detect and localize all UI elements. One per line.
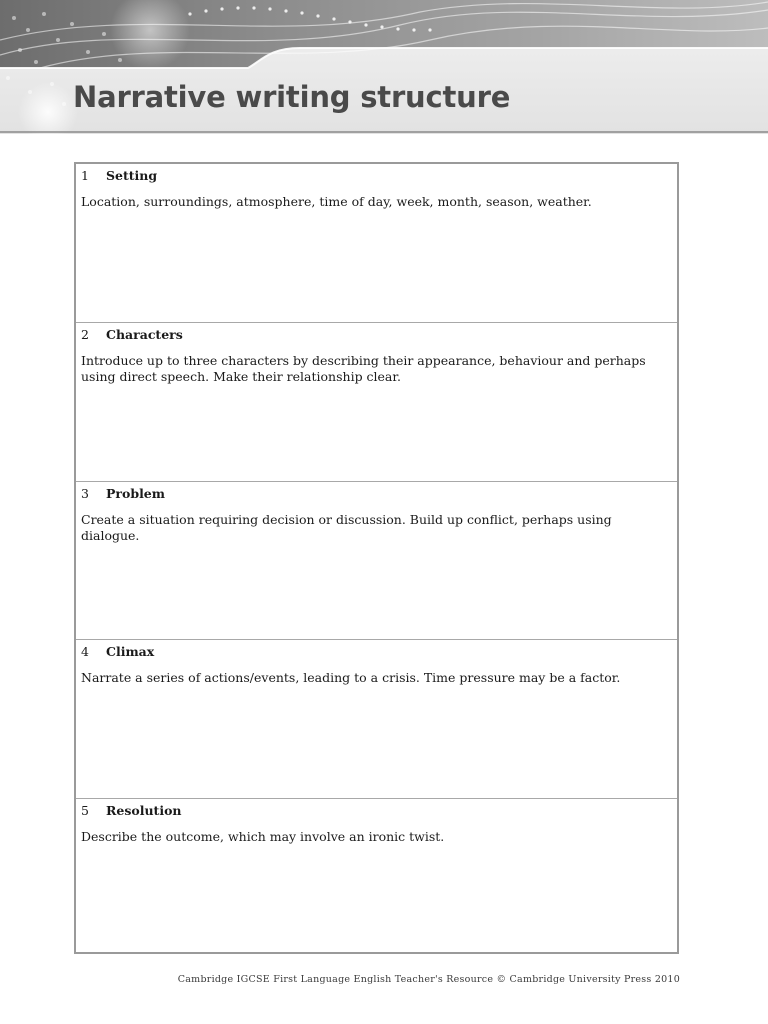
section-number: 2: [81, 327, 89, 343]
section-climax: [76, 639, 677, 797]
section-header: [81, 327, 183, 343]
section-title: Setting: [106, 168, 158, 183]
section-title: Problem: [106, 485, 165, 501]
section-title: Climax: [106, 644, 155, 660]
section-setting: [76, 164, 677, 322]
copyright-footer: Cambridge IGCSE First Language English Teacher's Resource © Cambridge University Press 2010: [177, 974, 680, 985]
narrative-structure-table: [74, 162, 679, 954]
section-header: [81, 168, 157, 184]
section-resolution: [76, 798, 677, 956]
section-description: Describe the outcome, which may involve an ironic twist.: [81, 828, 445, 844]
section-description: Narrate a series of actions/events, leading to a crisis. Time pressure may be a factor.: [81, 670, 621, 686]
section-number: 4: [81, 644, 89, 660]
section-number: 3: [81, 485, 89, 501]
section-title: Characters: [106, 327, 183, 343]
section-description: Create a situation requiring decision or discussion. Build up conflict, perhaps using dialogue.: [81, 511, 612, 543]
section-header: [81, 486, 165, 502]
header-banner: [0, 0, 768, 134]
page-title: Narrative writing structure: [73, 80, 511, 114]
section-problem: [76, 481, 677, 639]
section-title: Resolution: [106, 802, 182, 818]
section-header: [81, 803, 182, 819]
section-description: Introduce up to three characters by describing their appearance, behaviour and perhaps using direct speech. Make their relationship clear.: [81, 353, 646, 385]
section-number: 1: [81, 168, 89, 183]
section-description: Location, surroundings, atmosphere, time of day, week, month, season, weather.: [81, 194, 592, 209]
section-number: 5: [81, 802, 89, 818]
section-header: [81, 644, 154, 660]
section-characters: [76, 322, 677, 480]
